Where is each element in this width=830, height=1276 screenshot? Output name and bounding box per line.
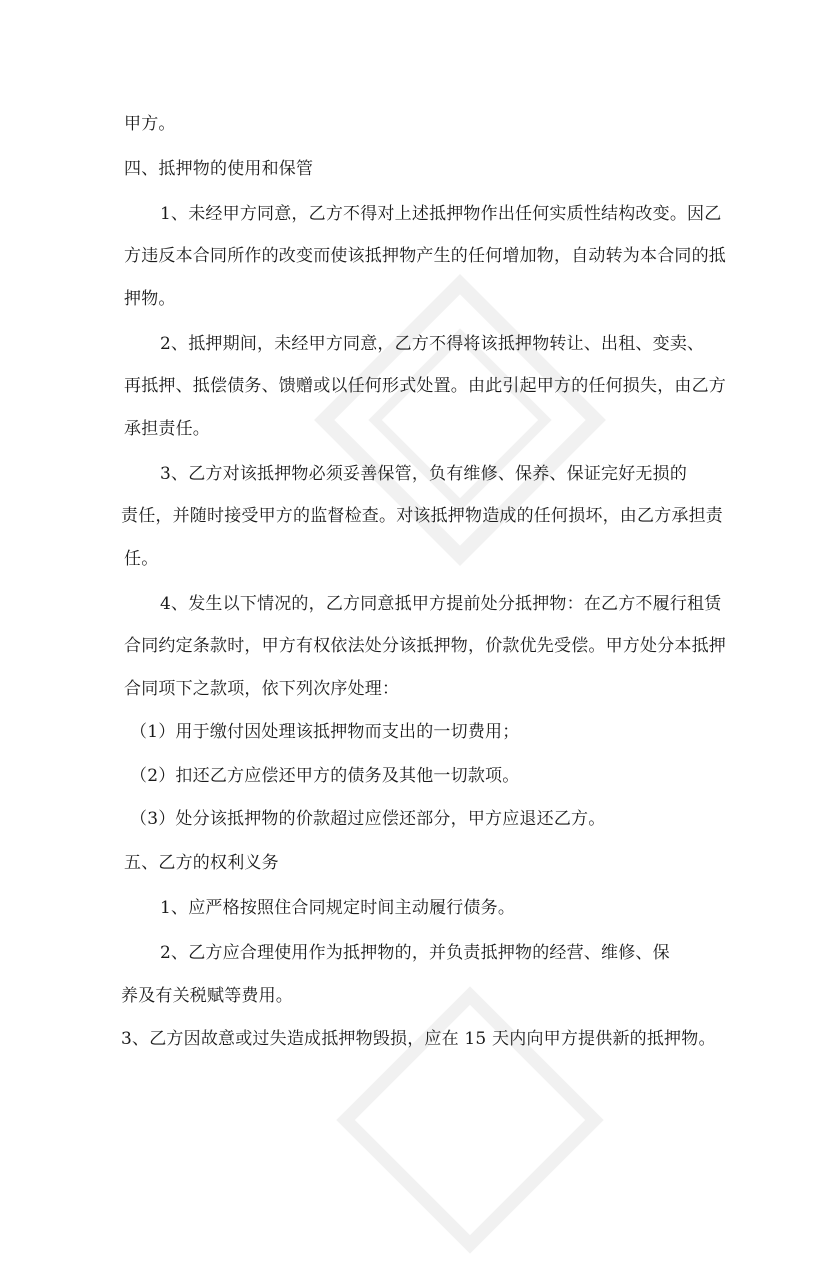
paragraph-line: 任。: [124, 549, 159, 569]
paragraph-line: 3、乙方对该抵押物必须妥善保管，负有维修、保养、保证完好无损的: [160, 464, 688, 484]
paragraph-line: 2、乙方应合理使用作为抵押物的，并负责抵押物的经营、维修、保: [160, 943, 670, 963]
list-item: （3）处分该抵押物的价款超过应偿还部分，甲方应退还乙方。: [130, 809, 606, 829]
paragraph-line: 养及有关税赋等费用。: [121, 986, 293, 1006]
paragraph-line: 方违反本合同所作的改变而使该抵押物产生的任何增加物，自动转为本合同的抵: [124, 246, 726, 266]
paragraph-line: 1、应严格按照住合同规定时间主动履行债务。: [160, 898, 516, 918]
paragraph-line: 合同约定条款时，甲方有权依法处分该抵押物，价款优先受偿。甲方处分本抵押: [124, 636, 726, 656]
paragraph-line: 合同项下之款项，依下列次序处理：: [124, 679, 400, 699]
paragraph-line: 2、抵押期间，未经甲方同意，乙方不得将该抵押物转让、出租、变卖、: [160, 334, 705, 354]
paragraph-line: 押物。: [124, 289, 176, 309]
section-heading: 五、乙方的权利义务: [124, 853, 279, 873]
paragraph-line: 4、发生以下情况的，乙方同意抵甲方提前处分抵押物：在乙方不履行租赁: [160, 594, 722, 614]
text-line: 甲方。: [124, 114, 176, 134]
list-item: （2）扣还乙方应偿还甲方的债务及其他一切款项。: [130, 766, 520, 786]
paragraph-line: 承担责任。: [124, 419, 210, 439]
paragraph-line: 责任，并随时接受甲方的监督检查。对该抵押物造成的任何损坏，由乙方承担责: [121, 506, 723, 526]
section-heading: 四、抵押物的使用和保管: [124, 159, 314, 179]
paragraph-line: 再抵押、抵偿债务、馈赠或以任何形式处置。由此引起甲方的任何损失，由乙方: [124, 376, 726, 396]
watermark-icon: [314, 964, 625, 1275]
paragraph-line: 1、未经甲方同意，乙方不得对上述抵押物作出任何实质性结构改变。因乙: [160, 204, 722, 224]
watermark-icon: [290, 250, 629, 589]
paragraph-line: 3、乙方因故意或过失造成抵押物毁损，应在 15 天内向甲方提供新的抵押物。: [121, 1029, 716, 1049]
list-item: （1）用于缴付因处理该抵押物而支出的一切费用；: [130, 722, 520, 742]
